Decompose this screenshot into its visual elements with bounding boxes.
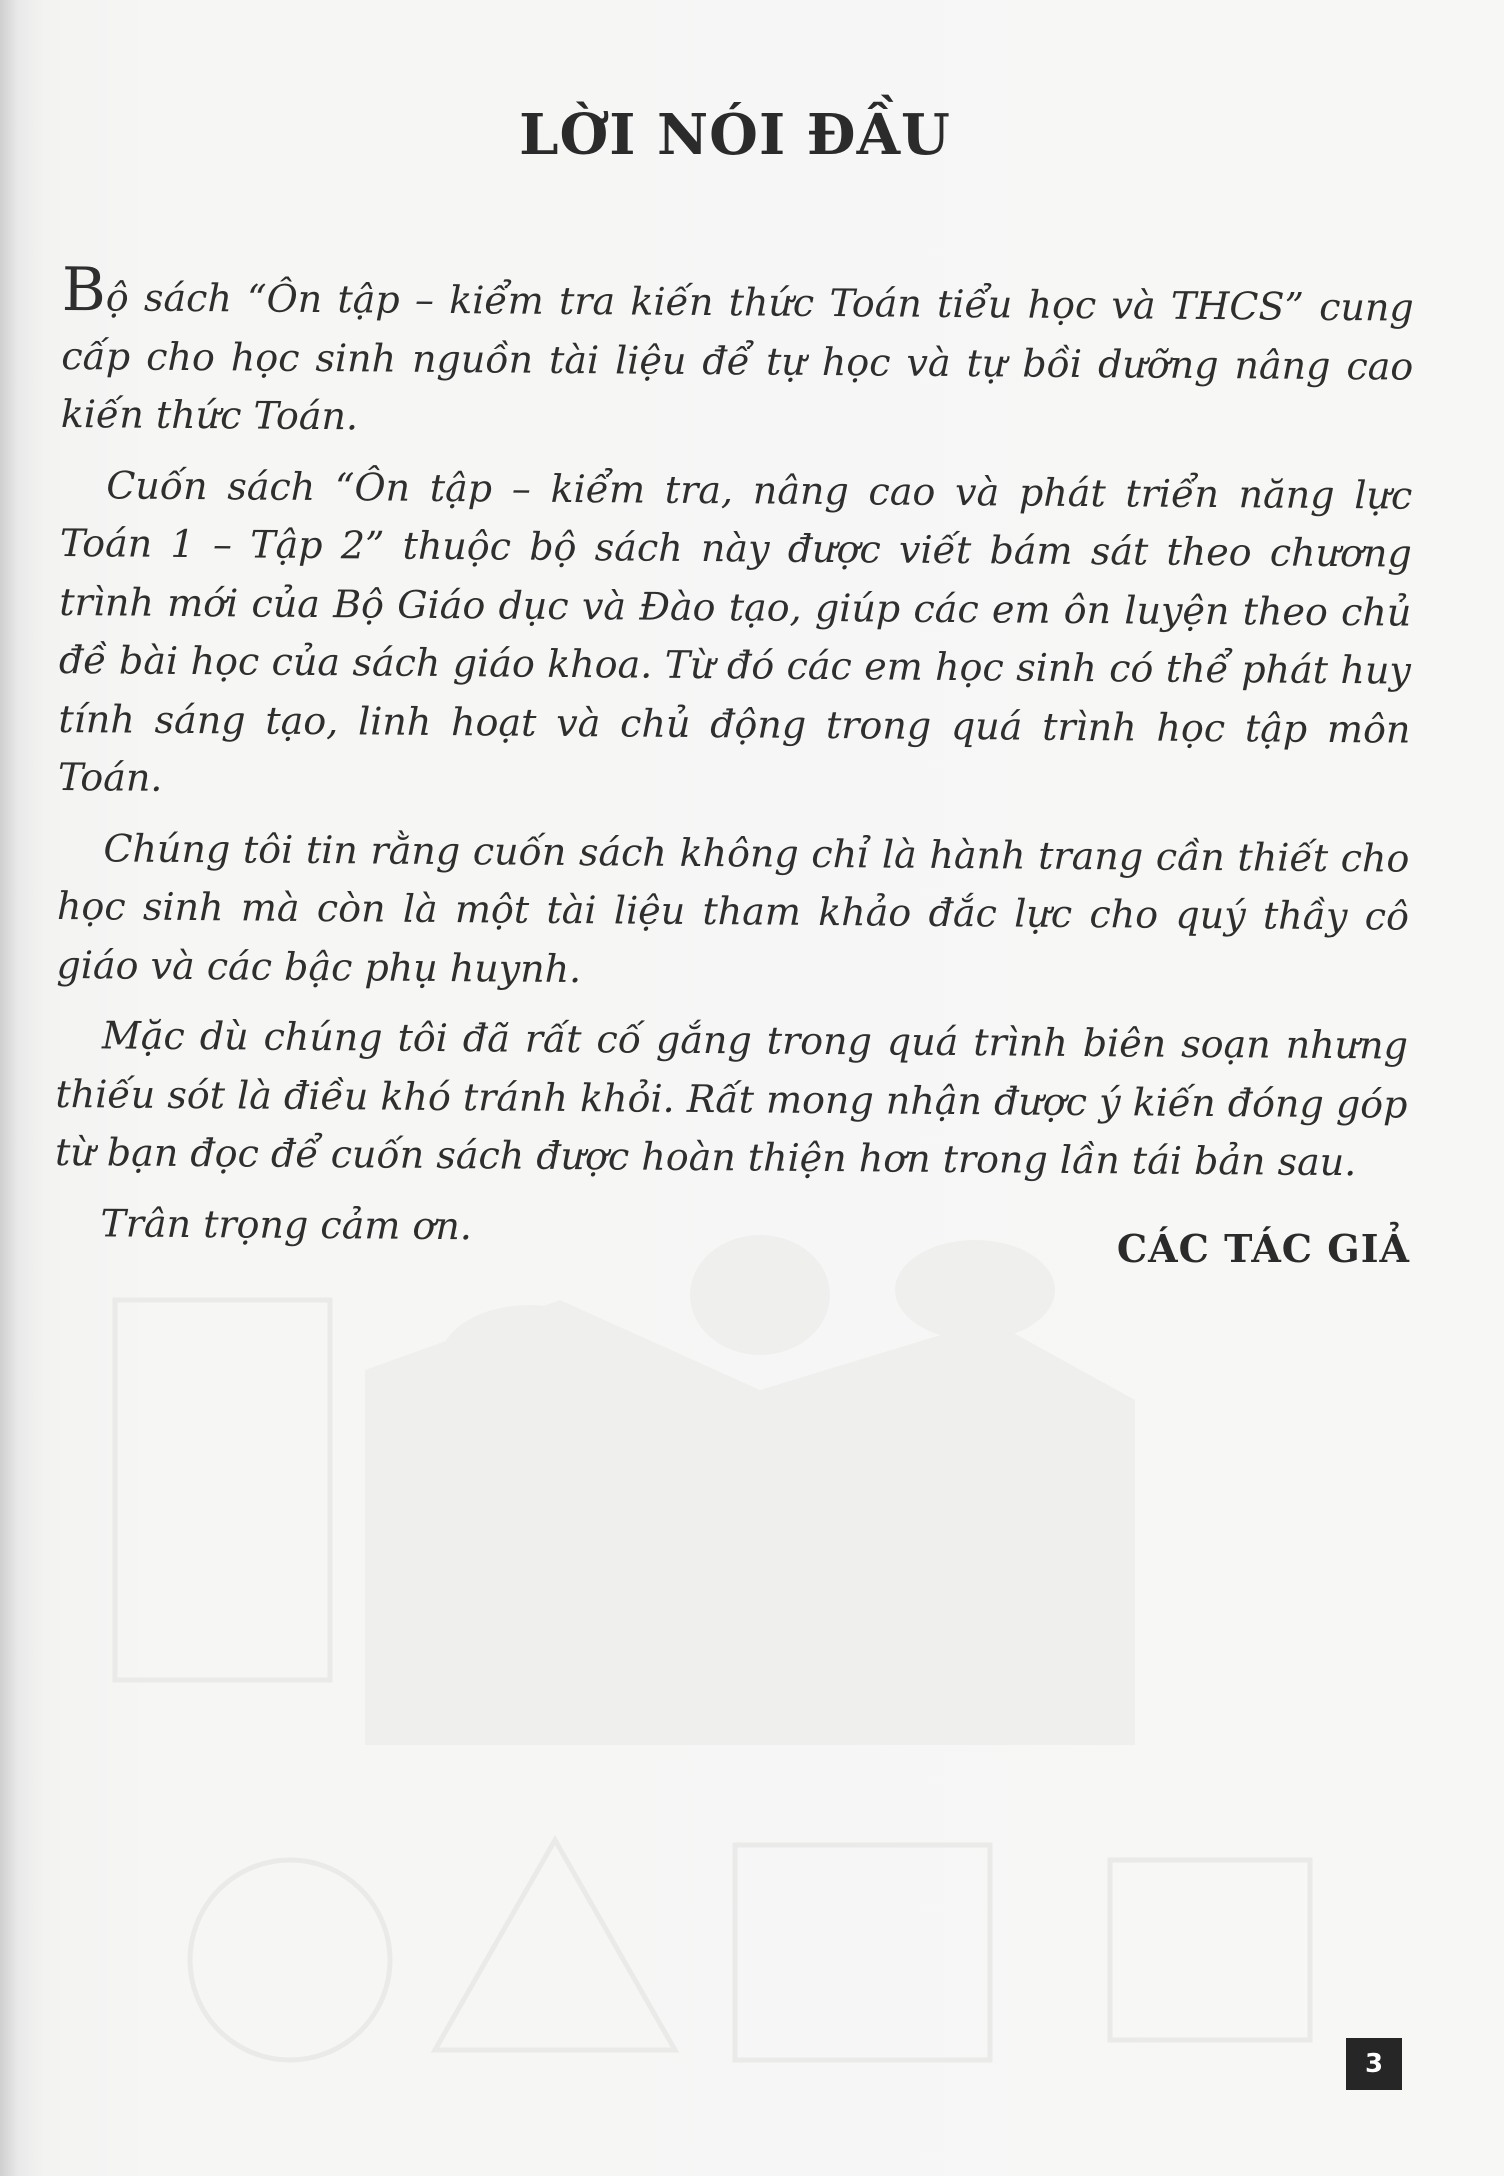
preface-body [54,255,1414,1275]
paragraph-1-text: ộ sách “Ôn tập – kiểm tra kiến thức Toán tiểu học và THCS” cung cấp cho học sinh nguồn tài liệu để tự học và tự bồi dưỡng nâng cao kiến thức Toán. [60,275,1414,439]
paragraph-1 [60,255,1414,454]
author-signature: CÁC TÁC GIẢ [1116,1226,1410,1271]
page-title: LỜI NÓI ĐẦU [519,102,951,168]
paragraph-2: Cuốn sách “Ôn tập – kiểm tra, nâng cao và phát triển năng lực Toán 1 – Tập 2” thuộc bộ sách này được viết bám sát theo chương trình mới của Bộ Giáo dục và Đào tạo, giúp các em ôn luyện theo chủ đề bài học của sách giáo khoa. Từ đó các em học sinh có thể phát huy tính sáng tạo, linh hoạt và chủ động trong quá trình học tập môn Toán. [57,462,1413,800]
page-number-badge: 3 [1346,2038,1402,2090]
paragraph-5-closing: Trân trọng cảm ơn. [100,1200,473,1248]
drop-cap-letter: B [61,255,107,326]
paragraph-3: Chúng tôi tin rằng cuốn sách không chỉ là hành trang cần thiết cho học sinh mà còn là một tài liệu tham khảo đắc lực cho quý thầy cô giáo và các bậc phụ huynh. [56,825,1410,991]
paragraph-4: Mặc dù chúng tôi đã rất cố gắng trong quá trình biên soạn nhưng thiếu sót là điều khó tránh khỏi. Rất mong nhận được ý kiến đóng góp từ bạn đọc để cuốn sách được hoàn thiện hơn trong lần tái bản sau. [54,1013,1409,1185]
